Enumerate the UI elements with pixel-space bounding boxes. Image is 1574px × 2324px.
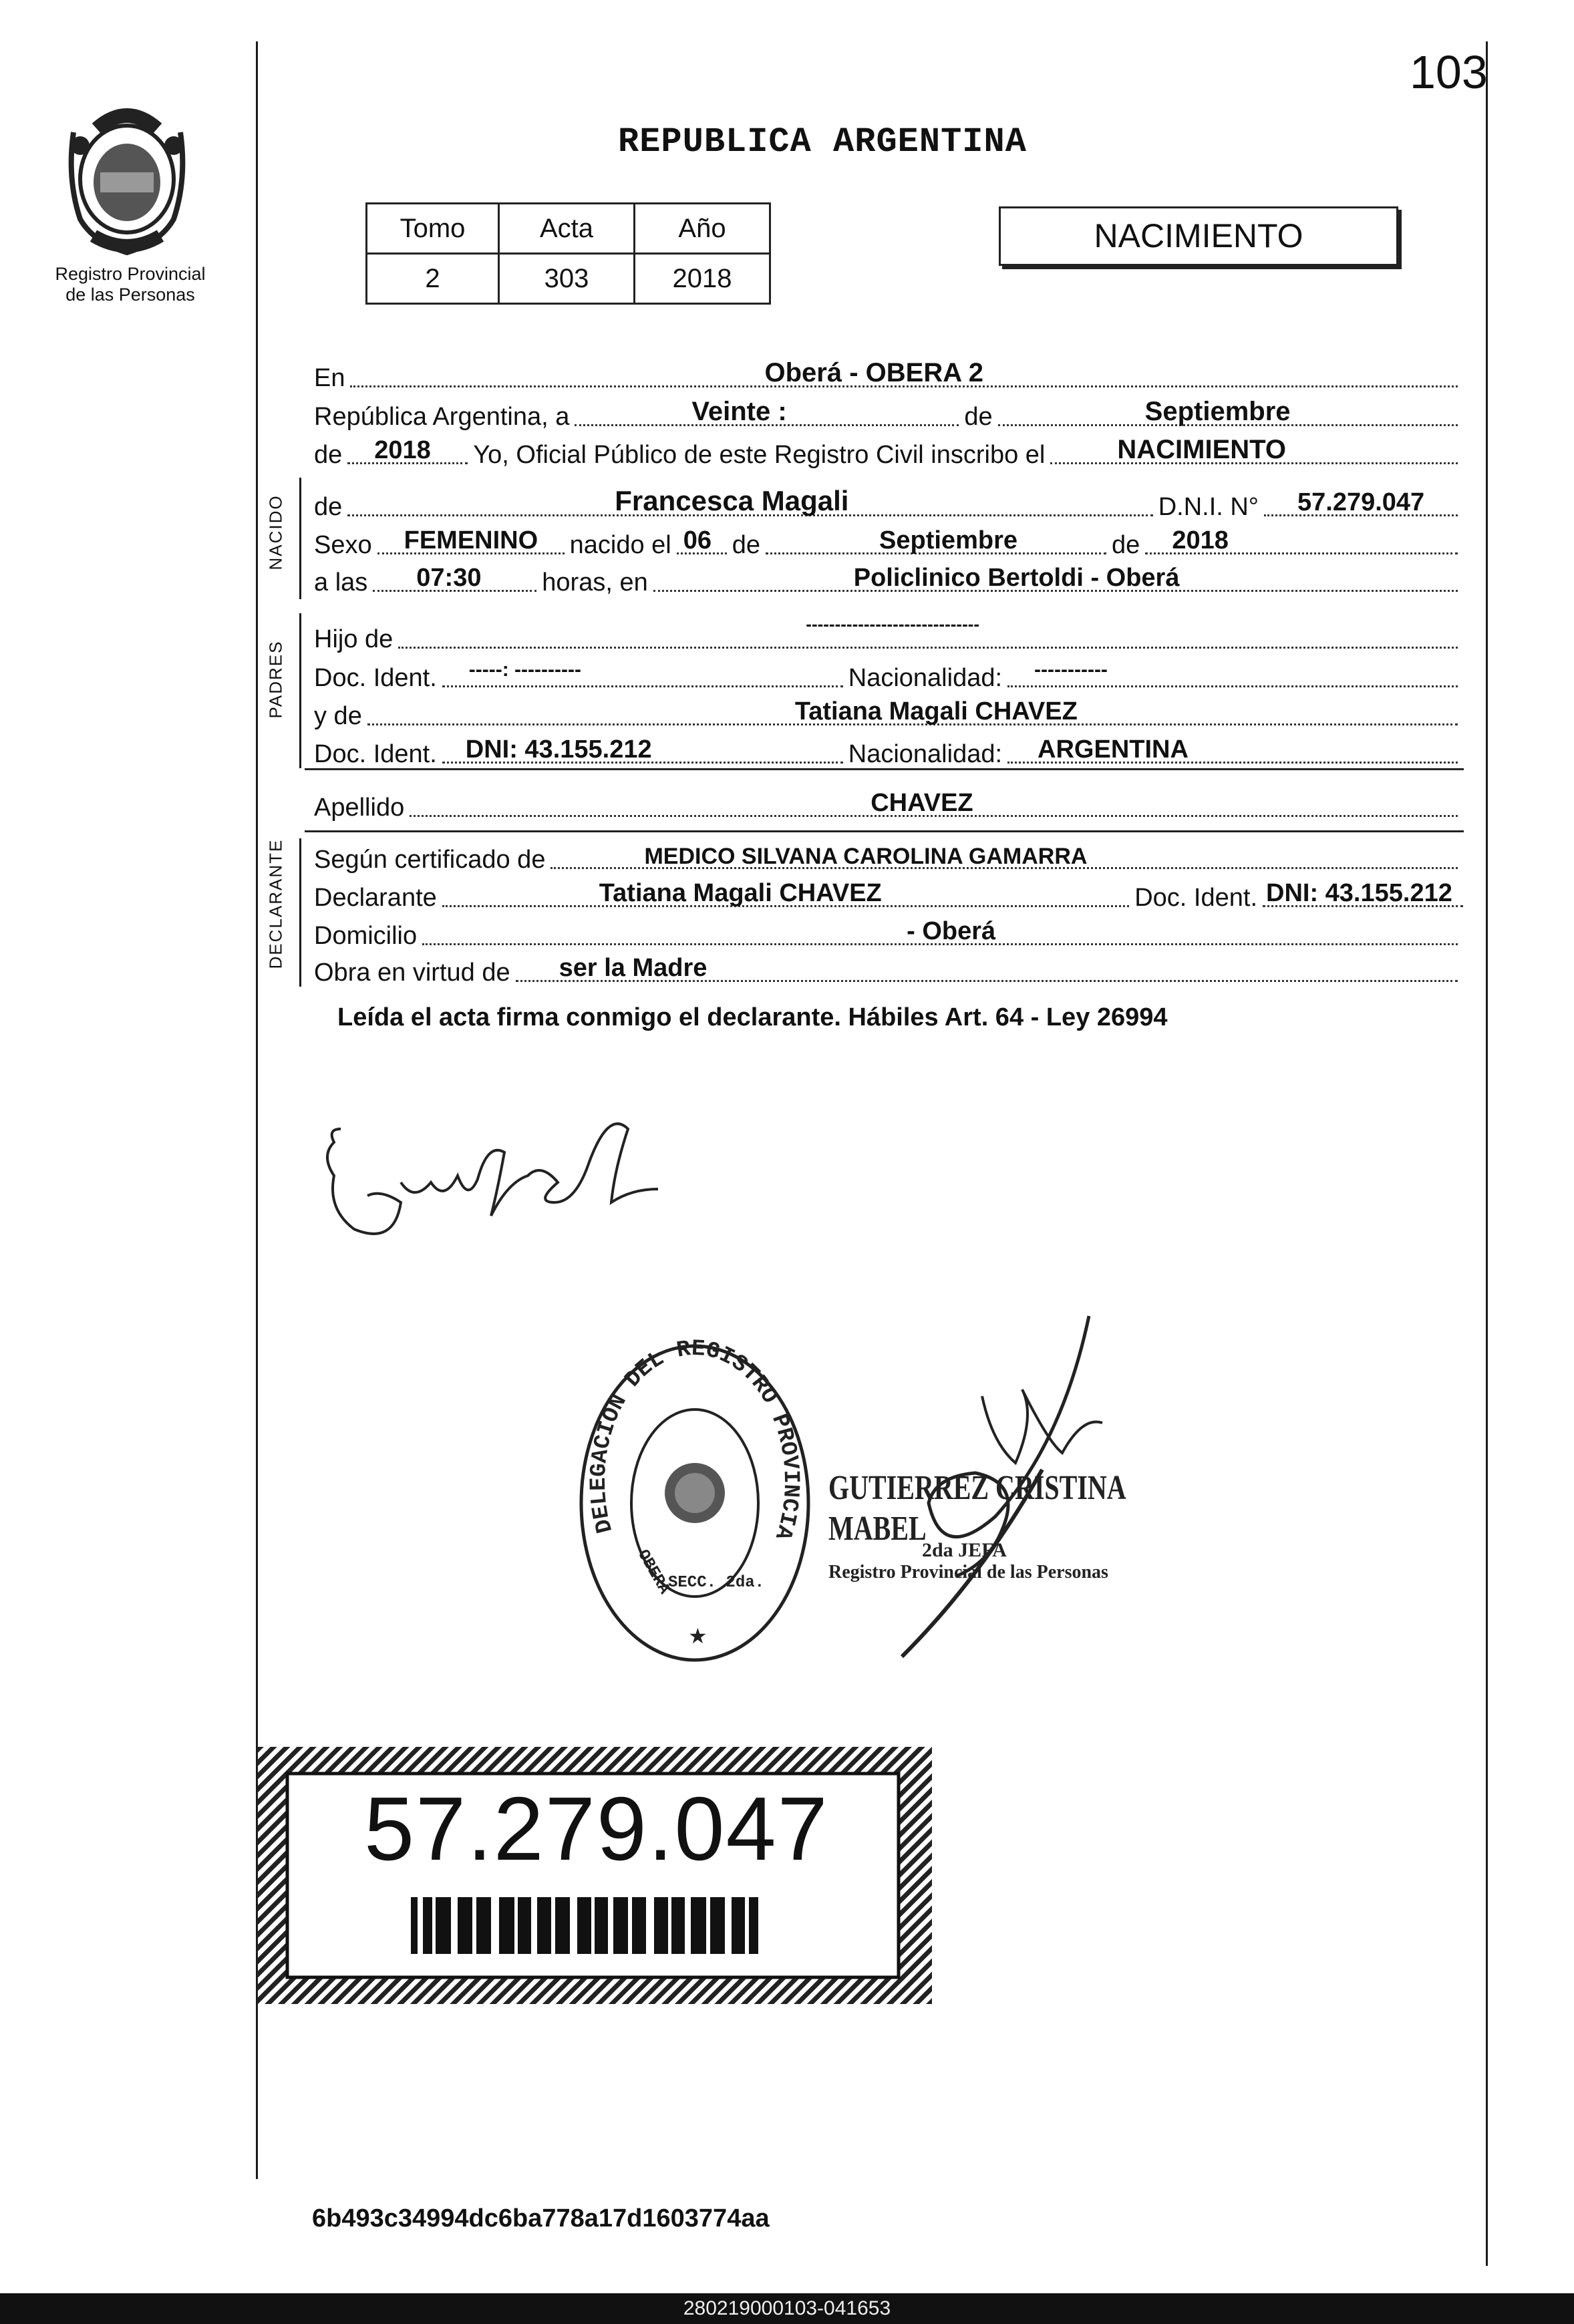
republica-label: República Argentina, a (314, 403, 570, 431)
page-number: 103 (1410, 46, 1488, 98)
mother-value: Tatiana Magali CHAVEZ (794, 697, 1078, 725)
decl-doc-line (1263, 866, 1463, 907)
month-line (998, 385, 1458, 426)
reference-value-row (367, 254, 770, 304)
birth-de2-label: de (1112, 531, 1140, 559)
birth-month-value: Septiembre (879, 526, 1017, 554)
nac1-value: ----------- (1034, 659, 1108, 681)
time-value: 07:30 (416, 564, 482, 592)
birth-year-line (1145, 514, 1458, 554)
obra-value: ser la Madre (559, 954, 707, 982)
nac2-value: ARGENTINA (1038, 735, 1189, 764)
dni-value: 57.279.047 (1297, 488, 1425, 516)
apellido-value: CHAVEZ (871, 789, 973, 817)
year-value: 2018 (374, 436, 431, 464)
padres-section-label: PADRES (265, 640, 286, 719)
year-line (347, 424, 468, 464)
inscribo-value: NACIMIENTO (1117, 435, 1286, 464)
official-seal (575, 1339, 815, 1667)
en-value: Oberá - OBERA 2 (764, 358, 983, 387)
time-line (373, 551, 536, 592)
cert-label: Según certificado de (314, 846, 546, 874)
name-value: Francesca Magali (615, 485, 849, 516)
nac1-line (1007, 647, 1458, 687)
nacido-de-label: de (314, 493, 343, 521)
row-obra (314, 950, 1463, 989)
nac1-label: Nacionalidad: (848, 664, 1003, 692)
en-line (350, 347, 1458, 387)
country-title: REPUBLICA ARGENTINA (618, 122, 1027, 162)
doc2-label: Doc. Ident. (314, 740, 437, 768)
en-label: En (314, 364, 345, 392)
day-line (575, 385, 959, 426)
declarante-section-label: DECLARANTE (265, 838, 286, 969)
acta-header: Acta (499, 204, 635, 254)
mother-line (367, 685, 1458, 725)
decl-line (442, 866, 1129, 907)
nac2-line (1007, 723, 1458, 764)
footer-code-bar: 280219000103-041653 (0, 2293, 1574, 2324)
name-line (347, 476, 1152, 516)
hijo-line (398, 608, 1458, 649)
nac2-label: Nacionalidad: (848, 740, 1003, 768)
row-doc2 (314, 731, 1463, 770)
row-time (314, 560, 1463, 599)
inscribo-line (1050, 424, 1458, 464)
row-apellido (314, 785, 1463, 824)
legal-text: Leída el acta firma conmigo el declarante. Hábiles Art. 64 - Ley 26994 (337, 1003, 1168, 1031)
dni-line (1264, 476, 1458, 516)
birth-month-line (766, 514, 1106, 554)
doc2-value: DNI: 43.155.212 (465, 735, 652, 764)
anio-header: Año (635, 204, 770, 254)
doc1-label: Doc. Ident. (314, 664, 437, 692)
birth-year-value: 2018 (1172, 526, 1229, 554)
logo-caption-line2: de las Personas (65, 285, 195, 305)
sexo-value: FEMENINO (404, 526, 538, 554)
obra-line (516, 941, 1458, 982)
barcode (411, 1897, 758, 1954)
right-margin-line (1486, 41, 1488, 2266)
cert-line (550, 828, 1458, 869)
document-hash: 6b493c34994dc6ba778a17d1603774aa (312, 2204, 770, 2232)
horas-label: horas, en (542, 568, 648, 597)
record-type-box: NACIMIENTO (999, 206, 1398, 266)
padres-divider (305, 768, 1464, 770)
apellido-label: Apellido (314, 794, 405, 822)
province-crest-logo (53, 106, 200, 259)
seal-outer-text: DELEGACION DEL REGISTRO PROVINCIA (586, 1339, 804, 1543)
official-role: 2da JEFA (922, 1539, 1007, 1561)
reference-table (365, 202, 771, 305)
obra-label: Obra en virtud de (314, 959, 510, 987)
dni-label: D.N.I. N° (1158, 493, 1259, 521)
sexo-label: Sexo (314, 531, 372, 559)
place-line (653, 551, 1458, 592)
apellido-line (410, 776, 1458, 817)
declarante-bracket (299, 838, 301, 987)
logo-caption (27, 264, 234, 305)
decl-doc-value: DNI: 43.155.212 (1266, 879, 1452, 907)
nacido-bracket (299, 478, 301, 599)
birth-de-label: de (732, 531, 761, 559)
yde-label: y de (314, 702, 362, 730)
official-name: GUTIERREZ CRISTINA MABEL (828, 1468, 1125, 1548)
id-number: 57.279.047 (364, 1778, 829, 1879)
doc1-line (442, 647, 843, 687)
id-number-label (257, 1747, 932, 2004)
tomo-header: Tomo (367, 204, 499, 254)
tomo-value: 2 (367, 254, 499, 304)
doc1-value: -----: ---------- (468, 659, 581, 681)
oficial-text: Yo, Oficial Público de este Registro Civil inscribo el (473, 441, 1046, 469)
a-las-label: a las (314, 568, 368, 597)
birth-day-line (677, 514, 727, 554)
reference-header-row (367, 204, 770, 254)
month-value: Septiembre (1144, 397, 1291, 426)
de2-label: de (314, 441, 343, 469)
anio-value: 2018 (635, 254, 770, 304)
seal-star-icon: ★ (688, 1624, 707, 1648)
seal-inner-left: OBERA (633, 1546, 673, 1598)
decl-label: Declarante (314, 884, 437, 912)
de-label: de (964, 403, 993, 431)
logo-caption-line1: Registro Provincial (55, 264, 206, 284)
sexo-line (377, 514, 565, 554)
padres-bracket (299, 613, 301, 768)
official-office: Registro Provincial de las Personas (828, 1562, 1108, 1583)
decl-value: Tatiana Magali CHAVEZ (599, 879, 882, 907)
cert-value: MEDICO SILVANA CAROLINA GAMARRA (644, 844, 1088, 869)
hijo-label: Hijo de (314, 625, 394, 653)
dom-label: Domicilio (314, 922, 418, 950)
acta-value: 303 (499, 254, 635, 304)
dom-value: - Oberá (907, 917, 996, 945)
hijo-value: ------------------------------ (806, 614, 980, 634)
row-year (314, 432, 1463, 471)
nacido-section-label: NACIDO (265, 494, 286, 570)
nacido-el-label: nacido el (569, 531, 671, 559)
birth-day-value: 06 (683, 526, 712, 554)
decl-doc-label: Doc. Ident. (1134, 884, 1257, 912)
place-value: Policlinico Bertoldi - Oberá (853, 564, 1180, 592)
declarant-signature (314, 1102, 742, 1256)
doc2-line (442, 723, 843, 764)
day-value: Veinte : (691, 397, 787, 426)
dom-line (422, 904, 1458, 945)
seal-inner-bottom: SECC. 2da. (668, 1574, 765, 1592)
official-signature (882, 1309, 1162, 1670)
